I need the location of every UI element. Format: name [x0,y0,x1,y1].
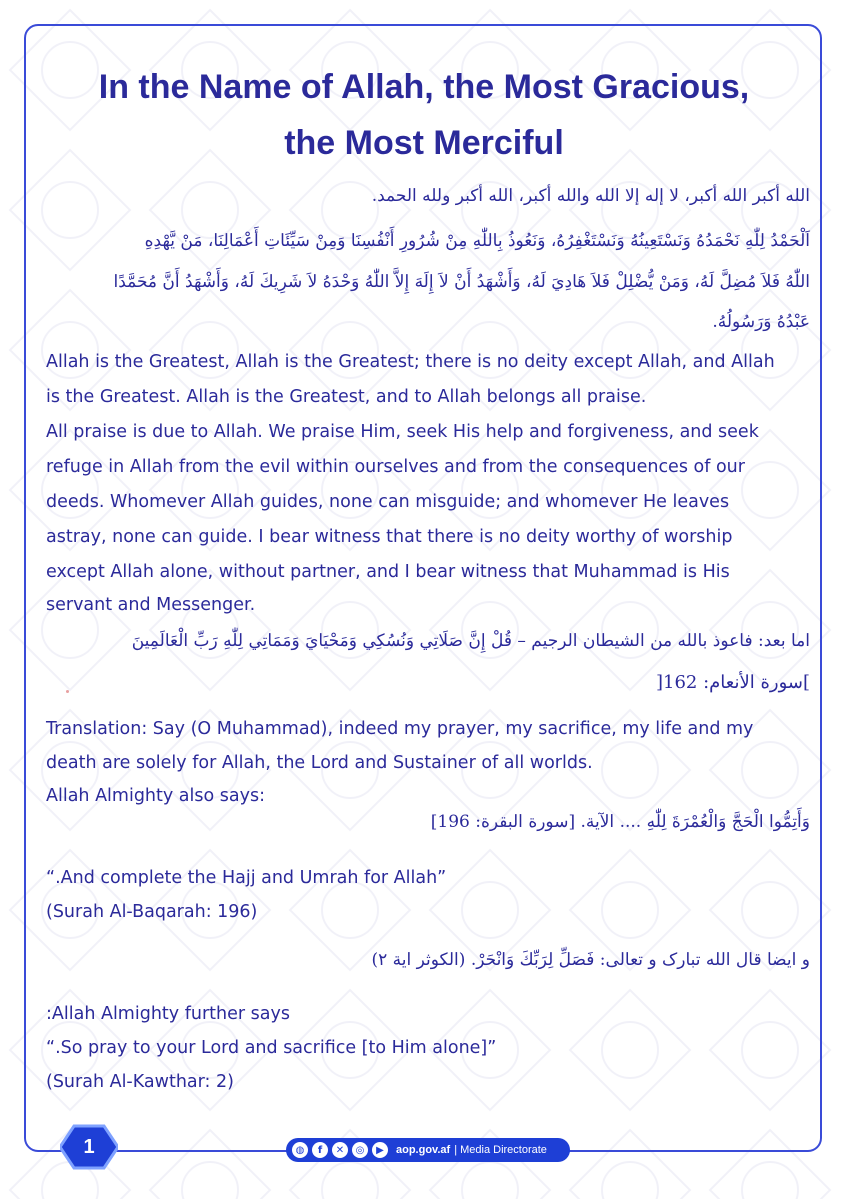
english-takbir-line: Allah is the Greatest, Allah is the Greatest; there is no deity except Allah, and Allah [46,352,775,372]
page-number: 1 [83,1135,95,1158]
english-hamd-line: All praise is due to Allah. We praise Him, seek His help and forgiveness, and seek [46,422,759,442]
footer-website[interactable]: aop.gov.af [396,1144,451,1156]
page-number-badge [60,1124,118,1170]
english-further-says: :Allah Almighty further says [46,1004,290,1024]
arabic-kawthar: و ایضا قال الله تبارک و تعالی: فَصَلِّ لِرَبِّكَ وَانْحَرْ. (الکوثر ایة ۲) [371,950,810,970]
arabic-hamd-line: اللّٰهُ فَلاَ مُضِلَّ لَهُ، وَمَنْ يُّضْلِلْ فَلاَ هَادِيَ لَهُ، وَأَشْهَدُ أَنْ لاَ إِلَهَ إِلاَّ اللّٰهُ وَحْدَهُ لاَ شَرِيكَ لَهُ، وَأَشْهَدُ أَنَّ مُحَمَّدًا [113,272,810,292]
arabic-takbir: الله أكبر الله أكبر، لا إله إلا الله والله أكبر، الله أكبر ولله الحمد. [371,186,810,206]
english-kawthar-reference: (Surah Al-Kawthar: 2) [46,1072,234,1092]
youtube-icon[interactable]: ▶ [372,1142,388,1158]
decorative-dot [66,690,69,693]
arabic-hamd-line: عَبْدُهُ وَرَسُولُهُ. [712,312,810,332]
english-hamd-line: astray, none can guide. I bear witness that there is no deity worthy of worship [46,527,733,547]
x-icon[interactable]: ✕ [332,1142,348,1158]
page-title-line-1: In the Name of Allah, the Most Gracious, [98,68,750,106]
english-hamd-line: servant and Messenger. [46,595,256,615]
footer-bar [286,1138,570,1162]
page-title-line-2: the Most Merciful [284,124,564,162]
arabic-amma-baad: اما بعد: فاعوذ بالله من الشيطان الرجيم – قُلْ إِنَّ صَلَاتِي وَنُسُكِي وَمَحْيَايَ وَمَمَاتِي لِلّٰهِ رَبِّ الْعَالَمِينَ [131,631,810,651]
instagram-icon[interactable]: ◎ [352,1142,368,1158]
english-translation-line: Translation: Say (O Muhammad), indeed my prayer, my sacrifice, my life and my [46,719,754,739]
english-translation-line: death are solely for Allah, the Lord and Sustainer of all worlds. [46,753,593,773]
english-hajj-reference: (Surah Al-Baqarah: 196) [46,902,258,922]
globe-icon[interactable]: ◍ [292,1142,308,1158]
english-hamd-line: except Allah alone, without partner, and I bear witness that Muhammad is His [46,562,730,582]
english-hamd-line: deeds. Whomever Allah guides, none can misguide; and whomever He leaves [46,492,730,512]
english-takbir-line: is the Greatest. Allah is the Greatest, and to Allah belongs all praise. [46,387,647,407]
english-also-says: Allah Almighty also says: [46,786,265,806]
english-hamd-line: refuge in Allah from the evil within ourselves and from the consequences of our [46,457,745,477]
arabic-anam-reference: ]سورة الأنعام: 162[ [655,672,810,693]
english-kawthar-quote: “.So pray to your Lord and sacrifice [to Him alone]” [46,1038,497,1058]
footer-directorate: | Media Directorate [454,1144,547,1156]
arabic-baqarah: وَأَتِمُّوا الْحَجَّ وَالْعُمْرَةَ لِلّٰهِ .... الآية. [سورة البقرة: 196] [430,812,810,832]
english-hajj-quote: “.And complete the Hajj and Umrah for Allah” [46,868,447,888]
facebook-icon[interactable]: f [312,1142,328,1158]
arabic-hamd-line: اَلْحَمْدُ لِلّٰهِ نَحْمَدُهُ وَنَسْتَعِينُهُ وَنَسْتَغْفِرُهُ، وَنَعُوذُ بِاللّٰهِ مِنْ شُرُورِ أَنْفُسِنَا وَمِنْ سَيِّئَاتِ أَعْمَالِنَا، مَنْ يَّهْدِهِ [144,231,810,251]
